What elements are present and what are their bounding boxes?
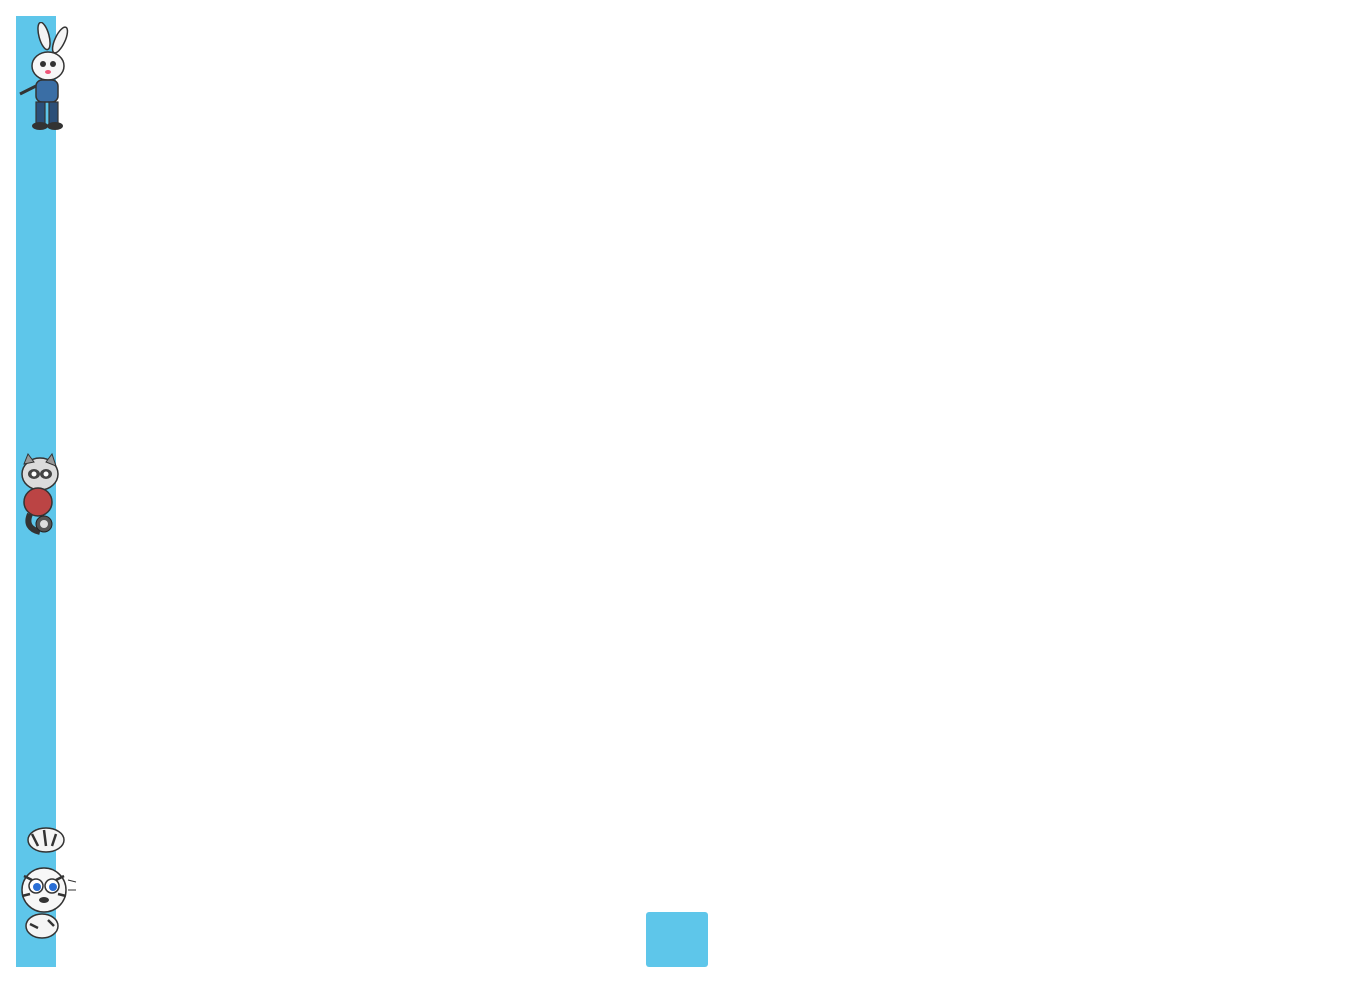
right-page-text <box>744 84 1228 120</box>
spacer <box>744 84 1228 120</box>
tiger-mascot-icon <box>8 820 78 944</box>
raccoon-mascot-icon <box>10 452 66 538</box>
page-number <box>646 912 708 967</box>
rabbit-mascot-icon <box>10 22 76 134</box>
page-divider-wavy-line <box>668 18 686 898</box>
